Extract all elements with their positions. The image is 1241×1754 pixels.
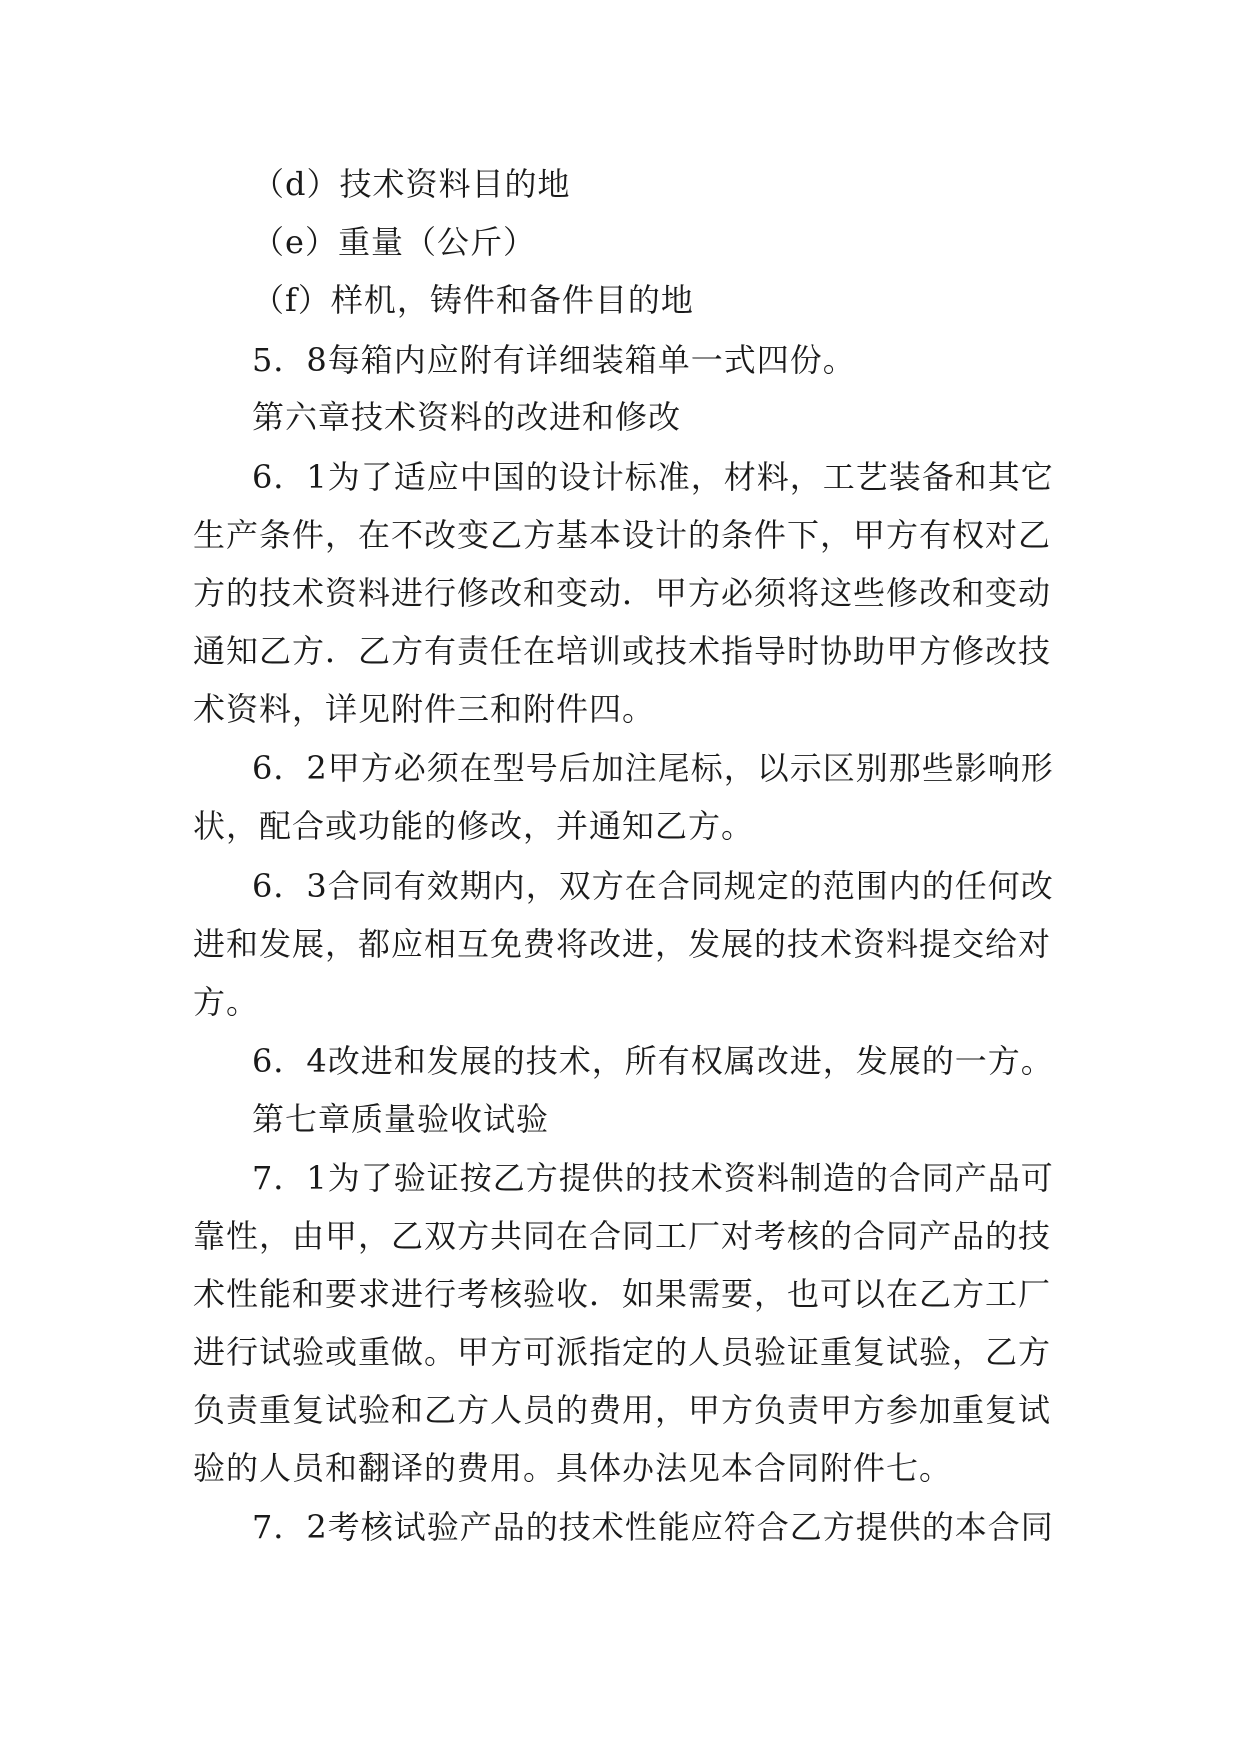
- item-d-line: （d）技术资料目的地: [252, 165, 571, 203]
- clause-7-1-line-2: 靠性，由甲，乙双方共同在合同工厂对考核的合同产品的技: [193, 1217, 1052, 1255]
- clause-6-1-line-1: 6．1为了适应中国的设计标准，材料，工艺装备和其它: [252, 458, 1054, 496]
- clause-6-4-line: 6．4改进和发展的技术，所有权属改进，发展的一方。: [252, 1042, 1054, 1080]
- clause-7-1-line-5: 负责重复试验和乙方人员的费用，甲方负责甲方参加重复试: [193, 1391, 1052, 1429]
- clause-7-1-line-3: 术性能和要求进行考核验收．如果需要，也可以在乙方工厂: [193, 1275, 1052, 1313]
- clause-5-8-line: 5．8每箱内应附有详细装箱单一式四份。: [252, 341, 856, 379]
- clause-6-3-line-1: 6．3合同有效期内，双方在合同规定的范围内的任何改: [252, 867, 1054, 905]
- clause-6-1-line-3: 方的技术资料进行修改和变动．甲方必须将这些修改和变动: [193, 574, 1052, 612]
- clause-6-2-line-2: 状，配合或功能的修改，并通知乙方。: [193, 807, 755, 845]
- clause-7-1-line-4: 进行试验或重做。甲方可派指定的人员验证重复试验，乙方: [193, 1333, 1052, 1371]
- clause-7-1-line-1: 7．1为了验证按乙方提供的技术资料制造的合同产品可: [252, 1159, 1054, 1197]
- item-e-line: （e）重量（公斤）: [252, 223, 536, 261]
- chapter-6-heading: 第六章技术资料的改进和修改: [252, 398, 682, 436]
- item-f-line: （f）样机，铸件和备件目的地: [252, 281, 694, 319]
- clause-6-1-line-5: 术资料，详见附件三和附件四。: [193, 690, 656, 728]
- clause-6-3-line-3: 方。: [193, 983, 260, 1021]
- clause-7-2-line-1: 7．2考核试验产品的技术性能应符合乙方提供的本合同: [252, 1508, 1054, 1546]
- clause-7-1-line-6: 验的人员和翻译的费用。具体办法见本合同附件七。: [193, 1449, 953, 1487]
- chapter-7-heading: 第七章质量验收试验: [252, 1100, 550, 1138]
- clause-6-2-line-1: 6．2甲方必须在型号后加注尾标，以示区别那些影响形: [252, 749, 1054, 787]
- clause-6-3-line-2: 进和发展，都应相互免费将改进，发展的技术资料提交给对: [193, 925, 1052, 963]
- clause-6-1-line-4: 通知乙方．乙方有责任在培训或技术指导时协助甲方修改技: [193, 632, 1052, 670]
- clause-6-1-line-2: 生产条件，在不改变乙方基本设计的条件下，甲方有权对乙: [193, 516, 1052, 554]
